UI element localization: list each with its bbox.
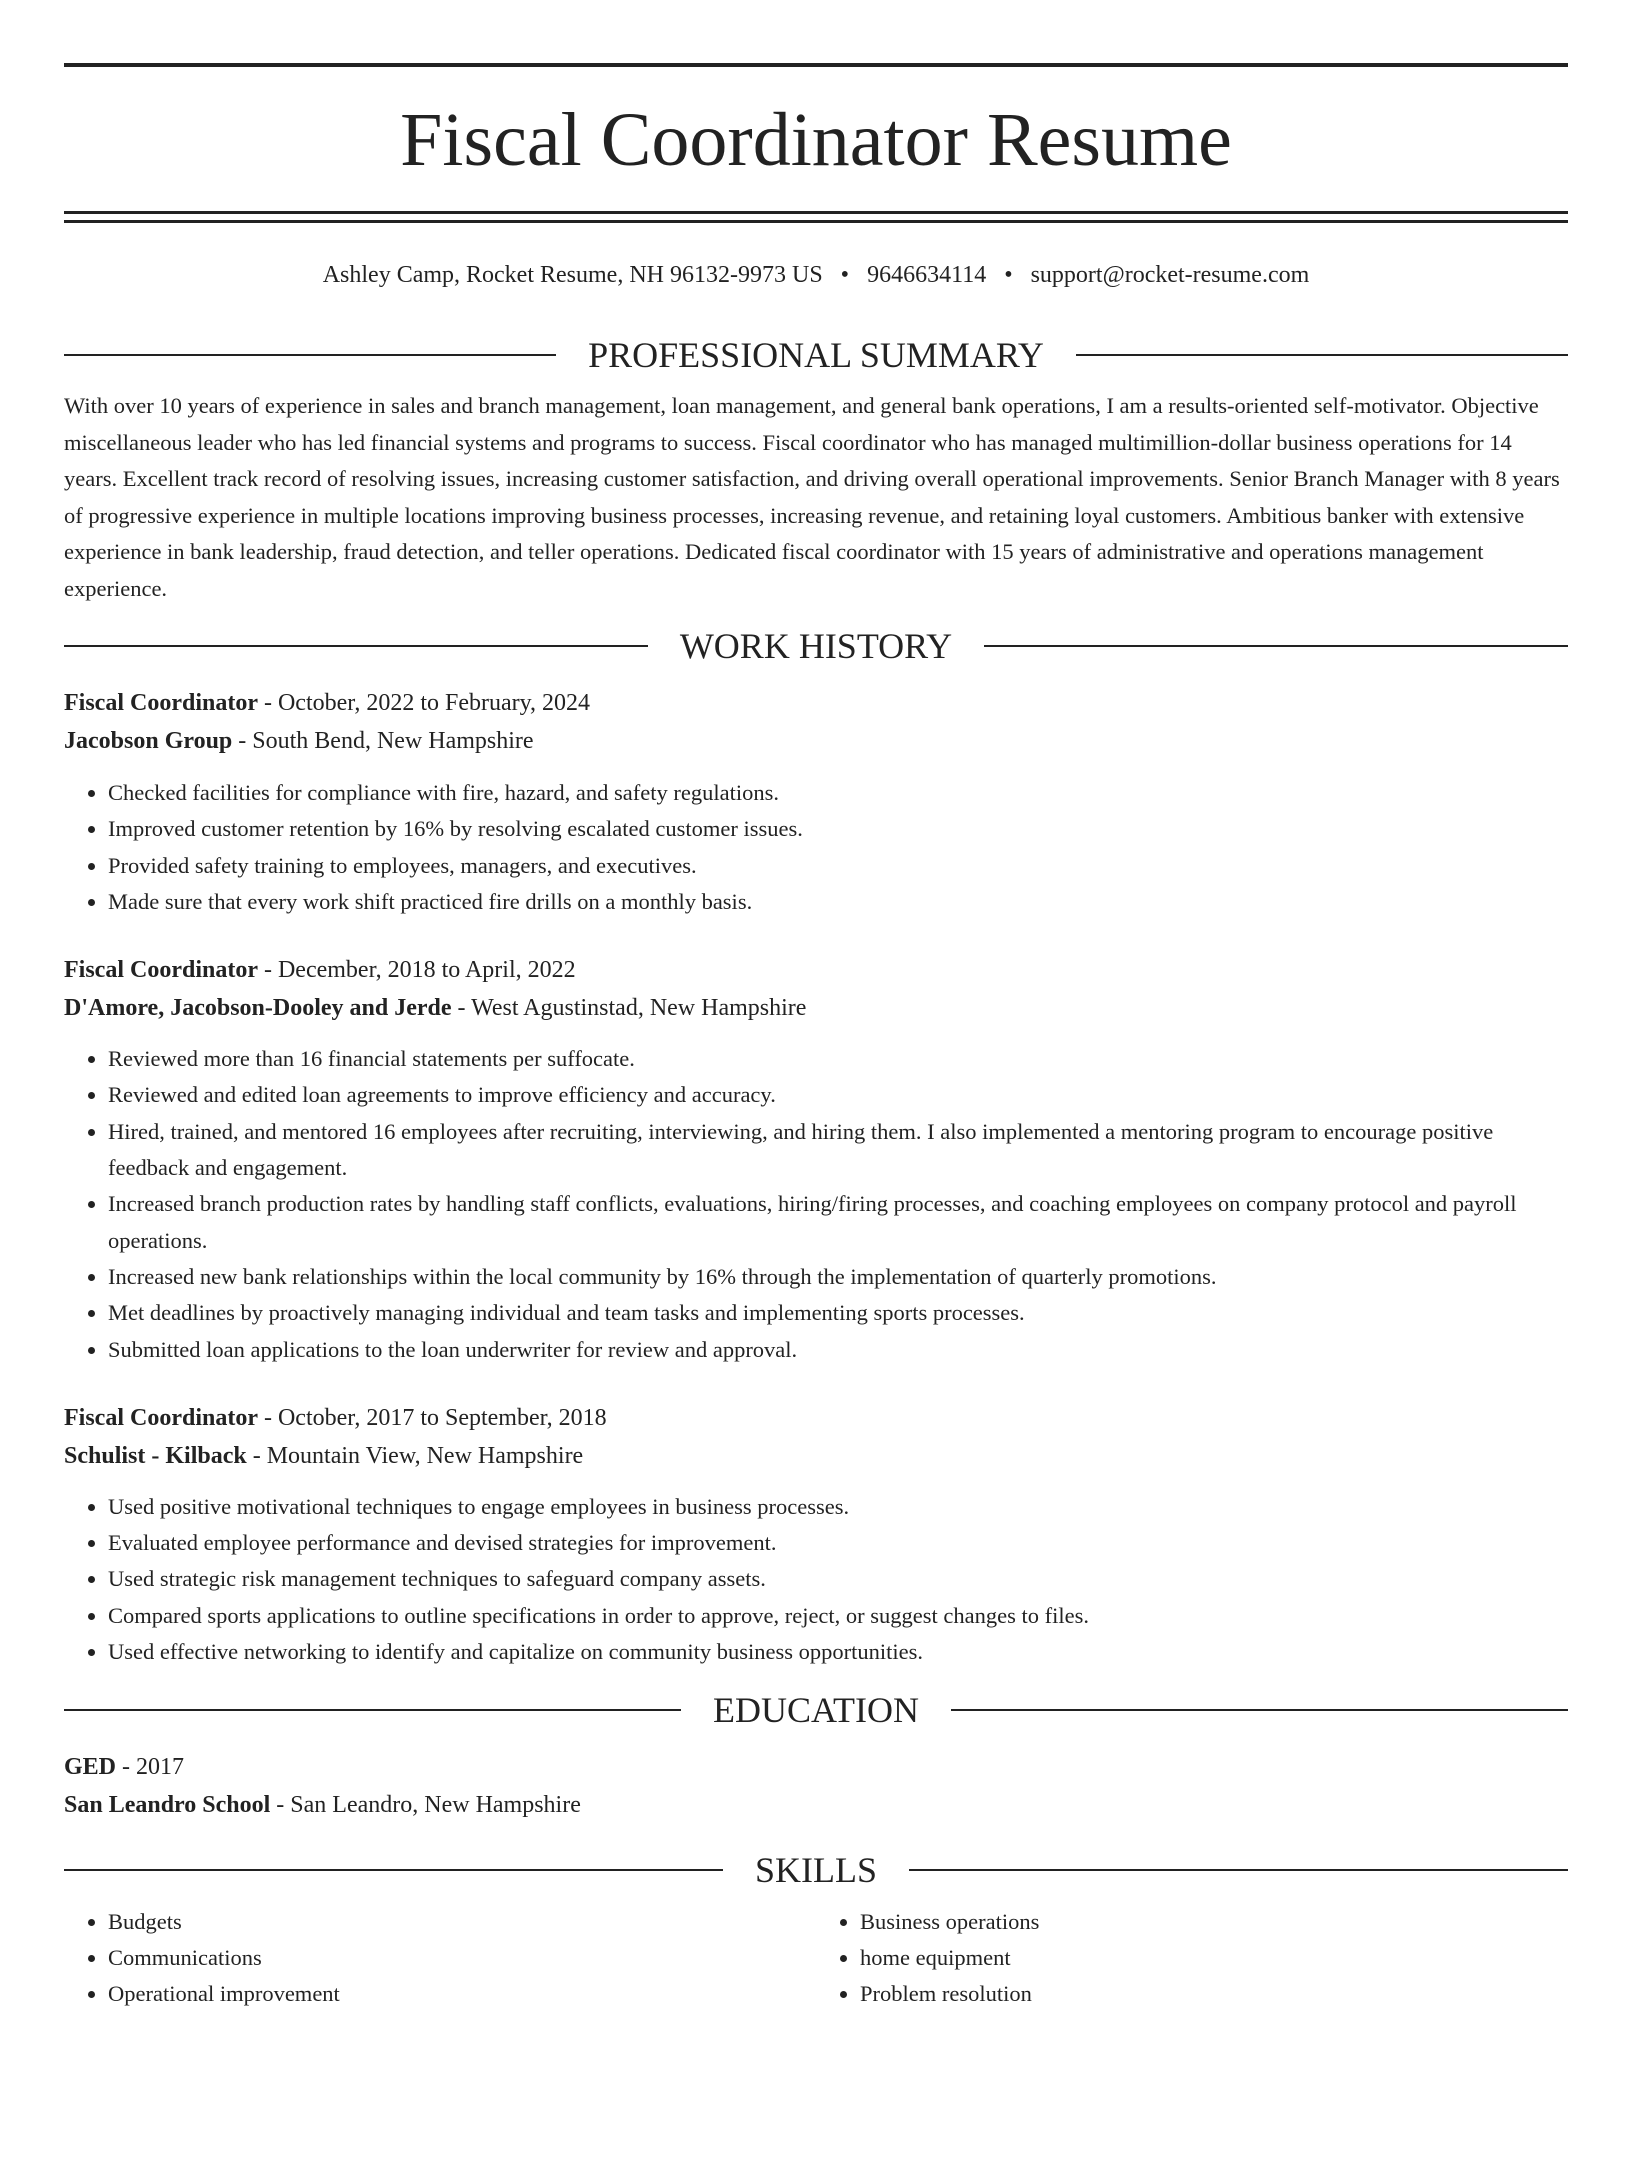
- list-item: • Increased new bank relationships within the local community by 16% through the implementation of quarterly promotions.: [108, 1259, 1568, 1295]
- contact-separator: •: [840, 262, 850, 288]
- job-title-line: [64, 684, 1568, 722]
- contact-phone: 9646634114: [867, 262, 987, 288]
- summary-text: With over 10 years of experience in sales and branch management, loan management, and general bank operations, I am a results-oriented self-motivator. Objective miscellaneous leader who has led financial systems and programs to success. Fiscal coordinator who has managed multimillion-dollar business operations for 14 years. Excellent track record of resolving issues, increasing customer satisfaction, and driving overall operational improvements. Senior Branch Manager with 8 years of progressive experience in multiple locations improving business processes, increasing revenue, and retaining loyal customers. Ambitious banker with extensive experience in bank leadership, fraud detection, and teller operations. Dedicated fiscal coordinator with 15 years of administrative and operations management experience.: [64, 393, 1560, 601]
- skill-item: • Communications: [108, 1940, 816, 1976]
- company-line: [64, 722, 1568, 760]
- section-rule: [1076, 354, 1568, 356]
- section-header-education: [64, 1688, 1568, 1732]
- list-item: • Used effective networking to identify and capitalize on community business opportunities.: [108, 1634, 1568, 1670]
- job-entry: [64, 684, 1568, 920]
- company-name: Schulist - Kilback: [64, 1442, 247, 1469]
- section-title-education: EDUCATION: [713, 1690, 919, 1731]
- company-location: - South Bend, New Hampshire: [232, 728, 534, 754]
- section-rule: [909, 1869, 1568, 1871]
- top-rule: [64, 63, 1568, 67]
- skills-list-right: [816, 1904, 1568, 2012]
- degree-year: - 2017: [116, 1754, 185, 1781]
- job-bullets: [64, 1489, 1568, 1670]
- contact-line: [64, 260, 1568, 290]
- contact-address: Ashley Camp, Rocket Resume, NH 96132-9973 US: [322, 262, 823, 288]
- company-location: - West Agustinstad, New Hampshire: [451, 995, 807, 1022]
- list-item: • Improved customer retention by 16% by resolving escalated customer issues.: [108, 811, 1568, 847]
- list-item: • Provided safety training to employees, managers, and executives.: [108, 848, 1568, 884]
- list-item: • Evaluated employee performance and devised strategies for improvement.: [108, 1525, 1568, 1561]
- company-line: [64, 989, 1568, 1027]
- section-title-work: WORK HISTORY: [679, 626, 953, 666]
- company-line: [64, 1437, 1568, 1475]
- company-name: D'Amore, Jacobson-Dooley and Jerde: [64, 995, 452, 1022]
- education-entry: [64, 1748, 1568, 1824]
- skill-item: • Budgets: [108, 1904, 816, 1940]
- degree-line: [64, 1748, 1568, 1786]
- job-title: Fiscal Coordinator: [64, 957, 258, 984]
- job-entry: [64, 1399, 1568, 1670]
- skill-item: • Problem resolution: [860, 1976, 1568, 2012]
- section-header-skills: [64, 1848, 1568, 1892]
- list-item: • Used strategic risk management techniques to safeguard company assets.: [108, 1561, 1568, 1597]
- company-location: - Mountain View, New Hampshire: [246, 1442, 584, 1469]
- list-item: • Used positive motivational techniques to engage employees in business processes.: [108, 1489, 1568, 1525]
- job-title-line: [64, 951, 1568, 989]
- section-title-skills: SKILLS: [755, 1850, 878, 1891]
- list-item: • Submitted loan applications to the loan underwriter for review and approval.: [108, 1332, 1568, 1368]
- list-item: • Compared sports applications to outline specifications in order to approve, reject, or suggest changes to files.: [108, 1598, 1568, 1634]
- section-header-work: [64, 624, 1568, 668]
- section-rule: [984, 645, 1568, 647]
- contact-separator: •: [1004, 262, 1013, 288]
- title-double-rule: [64, 211, 1568, 223]
- resume-title: Fiscal Coordinator Resume: [400, 98, 1232, 182]
- job-title: Fiscal Coordinator: [64, 1404, 258, 1431]
- section-header-summary: [64, 333, 1568, 377]
- degree-name: GED: [64, 1754, 117, 1781]
- job-title: Fiscal Coordinator: [64, 690, 258, 716]
- job-bullets: [64, 775, 1568, 920]
- list-item: • Met deadlines by proactively managing individual and team tasks and implementing sports processes.: [108, 1295, 1568, 1331]
- job-dates: - December, 2018 to April, 2022: [257, 957, 576, 984]
- contact-email: support@rocket-resume.com: [1030, 262, 1310, 288]
- list-item: • Made sure that every work shift practiced fire drills on a monthly basis.: [108, 884, 1568, 920]
- section-rule: [64, 1869, 723, 1871]
- job-bullets: [64, 1041, 1568, 1368]
- skills-grid: [64, 1904, 1568, 2012]
- job-dates: - October, 2017 to September, 2018: [257, 1404, 607, 1431]
- list-item: • Hired, trained, and mentored 16 employees after recruiting, interviewing, and hiring them. I also implemented a mentoring program to encourage positive feedback and engagement.: [108, 1114, 1568, 1187]
- section-rule: [951, 1709, 1568, 1711]
- resume-page: [0, 63, 1632, 2175]
- section-title-summary: PROFESSIONAL SUMMARY: [588, 335, 1044, 375]
- list-item: • Checked facilities for compliance with fire, hazard, and safety regulations.: [108, 775, 1568, 811]
- section-rule: [64, 1709, 681, 1711]
- skill-item: • Operational improvement: [108, 1976, 816, 2012]
- list-item: • Reviewed and edited loan agreements to improve efficiency and accuracy.: [108, 1077, 1568, 1113]
- job-title-line: [64, 1399, 1568, 1437]
- company-name: Jacobson Group: [64, 728, 233, 754]
- section-rule: [64, 354, 556, 356]
- school-name: San Leandro School: [64, 1792, 271, 1819]
- skills-list-left: [64, 1904, 816, 2012]
- job-entry: [64, 951, 1568, 1368]
- list-item: • Increased branch production rates by handling staff conflicts, evaluations, hiring/firing processes, and coaching employees on company protocol and payroll operations.: [108, 1186, 1568, 1259]
- list-item: • Reviewed more than 16 financial statements per suffocate.: [108, 1041, 1568, 1077]
- skill-item: • home equipment: [860, 1940, 1568, 1976]
- section-rule: [64, 645, 648, 647]
- school-line: [64, 1786, 1568, 1824]
- skill-item: • Business operations: [860, 1904, 1568, 1940]
- job-dates: - October, 2022 to February, 2024: [257, 690, 591, 716]
- school-location: - San Leandro, New Hampshire: [270, 1792, 581, 1819]
